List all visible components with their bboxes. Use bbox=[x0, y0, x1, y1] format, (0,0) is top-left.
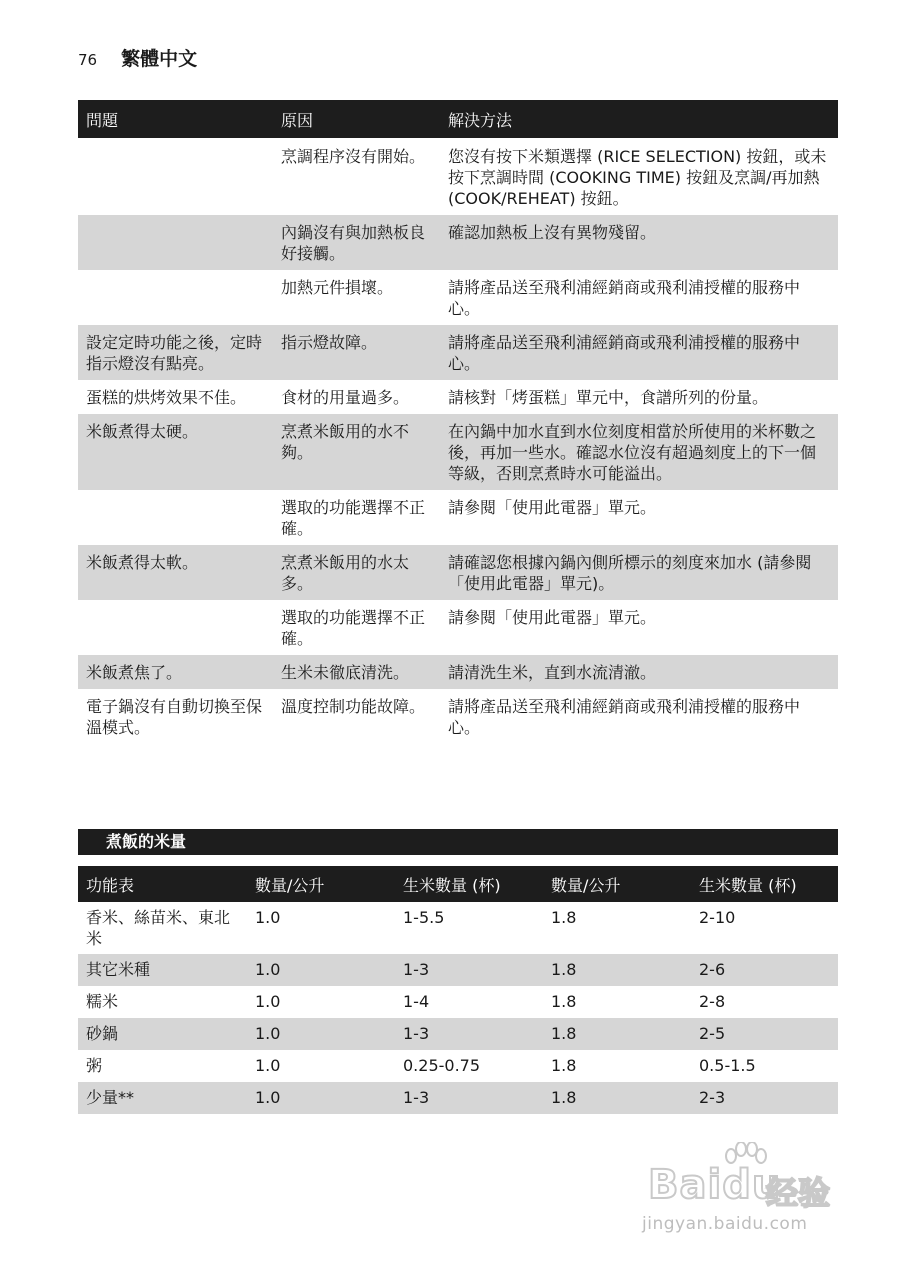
volume-cell: 1.8 bbox=[543, 1018, 691, 1050]
table-row bbox=[78, 270, 838, 325]
table-row bbox=[78, 139, 838, 216]
table-row bbox=[78, 380, 838, 414]
cause-cell: 烹調程序沒有開始。 bbox=[273, 139, 440, 216]
rice-quantity-section-title: 煮飯的米量 bbox=[78, 829, 838, 855]
menu-cell: 糯米 bbox=[86, 992, 119, 1011]
cups-cell: 0.5-1.5 bbox=[699, 1056, 756, 1075]
volume-cell: 1.0 bbox=[255, 908, 281, 927]
problem-cell bbox=[78, 215, 273, 270]
table-row bbox=[78, 414, 838, 490]
problem-cell: 米飯煮焦了。 bbox=[78, 655, 273, 689]
table-row bbox=[78, 325, 838, 380]
table-row bbox=[78, 655, 838, 689]
table-row bbox=[78, 545, 838, 600]
menu-cell: 其它米種 bbox=[78, 954, 247, 986]
volume-cell: 1.8 bbox=[543, 1082, 691, 1114]
column-header-menu: 功能表 bbox=[78, 866, 247, 902]
column-header-cups-2: 生米數量 (杯) bbox=[691, 866, 838, 902]
volume-cell: 1.0 bbox=[255, 1056, 281, 1075]
volume-cell: 1.0 bbox=[247, 954, 395, 986]
solution-cell: 請確認您根據內鍋內側所標示的刻度來加水 (請參閱「使用此電器」單元)。 bbox=[440, 545, 838, 600]
cups-cell: 2-5 bbox=[691, 1018, 838, 1050]
cups-cell: 2-6 bbox=[691, 954, 838, 986]
problem-cell: 米飯煮得太硬。 bbox=[78, 414, 273, 490]
table-row bbox=[78, 954, 838, 986]
menu-cell: 香米、絲苗米、東北米 bbox=[86, 908, 231, 948]
volume-cell: 1.0 bbox=[247, 1082, 395, 1114]
watermark-logo-cn: 经验 bbox=[766, 1174, 831, 1212]
problem-cell: 米飯煮得太軟。 bbox=[78, 545, 273, 600]
page-header bbox=[78, 44, 197, 71]
cups-cell: 1-3 bbox=[395, 1082, 543, 1114]
cause-cell: 加熱元件損壞。 bbox=[281, 278, 394, 297]
cups-cell: 2-3 bbox=[691, 1082, 838, 1114]
column-header-problem: 問題 bbox=[78, 100, 273, 139]
watermark-logo: Baidu bbox=[648, 1162, 782, 1208]
problem-cell: 設定定時功能之後，定時指示燈沒有點亮。 bbox=[78, 325, 273, 380]
volume-cell: 1.0 bbox=[255, 992, 281, 1011]
problem-cell bbox=[78, 139, 273, 216]
cause-cell: 溫度控制功能故障。 bbox=[281, 697, 426, 716]
cause-cell: 食材的用量過多。 bbox=[281, 388, 410, 407]
column-header-cups-1: 生米數量 (杯) bbox=[395, 866, 543, 902]
menu-cell: 少量** bbox=[78, 1082, 247, 1114]
cups-cell: 1-3 bbox=[395, 954, 543, 986]
volume-cell: 1.0 bbox=[247, 1018, 395, 1050]
volume-cell: 1.8 bbox=[551, 992, 577, 1011]
rice-quantity-table bbox=[78, 866, 838, 1114]
solution-cell: 請參閱「使用此電器」單元。 bbox=[448, 608, 657, 627]
rice-header-row bbox=[78, 866, 838, 902]
table-row bbox=[78, 1018, 838, 1050]
cups-cell: 1-5.5 bbox=[403, 908, 445, 927]
solution-cell: 請將產品送至飛利浦經銷商或飛利浦授權的服務中心。 bbox=[448, 278, 801, 318]
problem-cell bbox=[78, 490, 273, 545]
baidu-jingyan-watermark bbox=[640, 1142, 855, 1242]
cups-cell: 2-10 bbox=[699, 908, 736, 927]
problem-cell: 電子鍋沒有自動切換至保溫模式。 bbox=[86, 697, 263, 737]
table-row bbox=[78, 600, 838, 655]
table-row bbox=[78, 689, 838, 744]
troubleshooting-table bbox=[78, 100, 838, 744]
volume-cell: 1.8 bbox=[551, 908, 577, 927]
solution-cell: 請清洗生米，直到水流清澈。 bbox=[440, 655, 838, 689]
solution-cell: 確認加熱板上沒有異物殘留。 bbox=[440, 215, 838, 270]
solution-cell: 請參閱「使用此電器」單元。 bbox=[448, 498, 657, 517]
cause-cell: 選取的功能選擇不正確。 bbox=[281, 498, 426, 538]
page-language-title: 繁體中文 bbox=[121, 48, 198, 70]
column-header-volume-2: 數量/公升 bbox=[543, 866, 691, 902]
cause-cell: 烹煮米飯用的水太多。 bbox=[273, 545, 440, 600]
column-header-solution: 解決方法 bbox=[440, 100, 838, 139]
problem-cell: 蛋糕的烘烤效果不佳。 bbox=[86, 388, 247, 407]
table-row bbox=[78, 215, 838, 270]
volume-cell: 1.8 bbox=[551, 1056, 577, 1075]
column-header-cause: 原因 bbox=[273, 100, 440, 139]
cups-cell: 0.25-0.75 bbox=[403, 1056, 481, 1075]
cause-cell: 選取的功能選擇不正確。 bbox=[281, 608, 426, 648]
problem-cell bbox=[78, 270, 273, 325]
problem-cell bbox=[78, 600, 273, 655]
menu-cell: 粥 bbox=[86, 1056, 103, 1075]
cause-cell: 內鍋沒有與加熱板良好接觸。 bbox=[273, 215, 440, 270]
solution-cell: 請將產品送至飛利浦經銷商或飛利浦授權的服務中心。 bbox=[448, 697, 801, 737]
cups-cell: 1-4 bbox=[403, 992, 430, 1011]
volume-cell: 1.8 bbox=[543, 954, 691, 986]
cups-cell: 1-3 bbox=[395, 1018, 543, 1050]
watermark-url: jingyan.baidu.com bbox=[642, 1214, 808, 1234]
table-row bbox=[78, 986, 838, 1018]
solution-cell: 您沒有按下米類選擇 (RICE SELECTION) 按鈕，或未按下烹調時間 (COOKING TIME) 按鈕及烹調/再加熱 (COOK/REHEAT) 按鈕。 bbox=[440, 139, 838, 216]
table-row bbox=[78, 902, 838, 954]
solution-cell: 在內鍋中加水直到水位刻度相當於所使用的米杯數之後，再加一些水。確認水位沒有超過刻度上的下一個等級，否則烹煮時水可能溢出。 bbox=[440, 414, 838, 490]
table-row bbox=[78, 1050, 838, 1082]
solution-cell: 請將產品送至飛利浦經銷商或飛利浦授權的服務中心。 bbox=[440, 325, 838, 380]
cause-cell: 烹煮米飯用的水不夠。 bbox=[273, 414, 440, 490]
menu-cell: 砂鍋 bbox=[78, 1018, 247, 1050]
cause-cell: 生米未徹底清洗。 bbox=[273, 655, 440, 689]
solution-cell: 請核對「烤蛋糕」單元中，食譜所列的份量。 bbox=[448, 388, 769, 407]
table-row bbox=[78, 1082, 838, 1114]
table-row bbox=[78, 490, 838, 545]
cups-cell: 2-8 bbox=[699, 992, 726, 1011]
cause-cell: 指示燈故障。 bbox=[273, 325, 440, 380]
column-header-volume-1: 數量/公升 bbox=[247, 866, 395, 902]
troubleshooting-header-row bbox=[78, 100, 838, 139]
page-number: 76 bbox=[78, 51, 98, 69]
